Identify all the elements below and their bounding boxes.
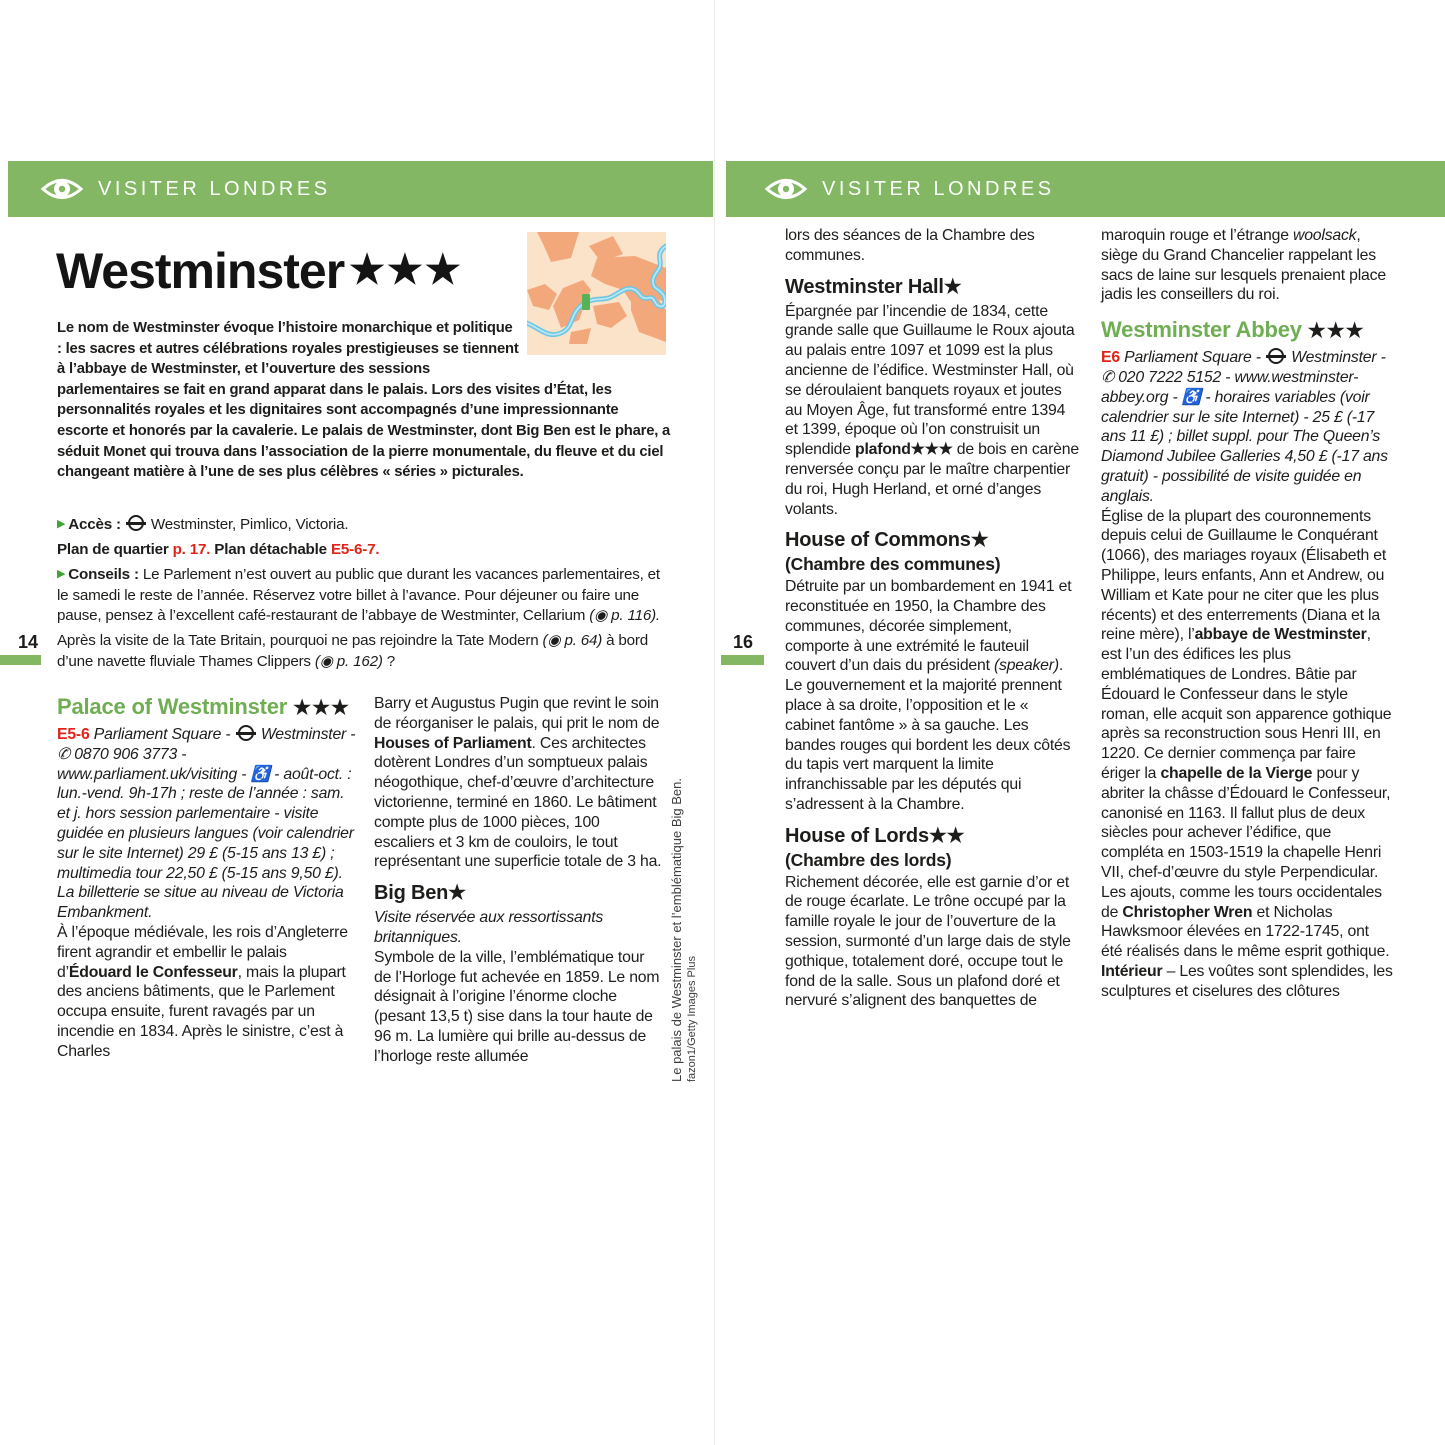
abbey-body-text: Église de la plupart des couronnements depuis celui de Guillaume le Conquérant (1066), des mariages royaux (Élisabeth et Philippe, leurs enfants, Ann et Andrew, ou William et Kate pour ne citer que les plus récents) et des enterrements (Diana et la reine mère), l’abbaye de Westminster, est l’un des édifices les plus emblématiques de Londres. Bâtie par Édouard le Confesseur dans le style roman, elle acquit son apparence gothique après sa reconstruction sous Henri III, en 1220. Ce dernier commença par faire ériger la chapelle de la Vierge pour y abriter la châsse d’Édouard le Confesseur, canonisé en 1163. Il fallut plus de deux siècles pour achever l’édifice, que compléta en 1503-1519 la chapelle Henri VII, chef-d’œuvre du style Perpendicular. Les ajouts, comme les tours occidentales de Christopher Wren et Nicholas Hawksmoor élevées en 1722-1745, ont été réalisés dans le même esprit gothique. xyxy=(1101,507,1392,961)
green-triangle-icon: ▶ xyxy=(57,568,66,581)
house-of-commons-subheading: (Chambre des communes) xyxy=(785,554,1001,575)
commons-continuation-text: lors des séances de la Chambre des communes. xyxy=(785,227,1035,264)
page-number-right: 16 xyxy=(732,632,754,652)
page-title-text: Westminster xyxy=(56,243,345,299)
heading-stars: ★★★ xyxy=(1307,320,1365,343)
big-ben-heading: Big Ben★ xyxy=(374,882,466,905)
conseils-line: ▶ Conseils : Le Parlement n’est ouvert au public que durant les vacances parlementaires, et le samedi le reste de l’année. Réservez votre billet à l’avance. Pour déjeuner ou faire une pause, pensez à l’excellent café-restaurant de l’abbaye de Westminter, Cellarium (◉ p. 116). xyxy=(57,566,660,625)
page-number-left: 14 xyxy=(17,632,38,652)
westminster-hall-heading: Westminster Hall★ xyxy=(785,275,962,298)
right-page-header xyxy=(726,161,1445,217)
palace-practical-info: E5-6 Parliament Square - Westminster - ✆ 0870 906 3773 - www.parliament.uk/visiting - ♿ - août-oct. : lun.-vend. 9h-17h ; reste de l’année : sam. et j. hors session parlementaire - visite guidée en plusieurs langues (voir calendrier sur le site Internet) 29 £ (5-15 ans 13 £) ; multimedia tour 22,50 £ (5-15 ans 9,50 £). La billetterie se situe au niveau de Victoria Embankment. xyxy=(57,726,356,922)
underground-icon xyxy=(238,725,254,741)
practical-info-block xyxy=(57,514,671,676)
house-of-commons-heading: House of Commons★ xyxy=(785,529,989,552)
right-column-1 xyxy=(785,226,1079,1011)
big-ben-body-text: Symbole de la ville, l’emblématique tour de l’Horloge fut achevée en 1859. Le nom désignait à l’origine l’énorme cloche (pesant 13,5 t) sise dans la tour haute de 96 m. La lumière qui brille au-dessus de l’horloge reste allumée xyxy=(374,948,660,1065)
palace-body-continued: Barry et Augustus Pugin que revint le soin de réorganiser le palais, qui prit le nom de Houses of Parliament. Ces architectes dotèrent Londres d’un somptueux palais néogothique, chef-d’œuvre d’architecture victorienne, terminé en 1860. Le bâtiment compte plus de 1000 pièces, 100 escaliers et 3 km de couloirs, le tout représentant une superficie totale de 3 ha. xyxy=(374,695,662,871)
westminster-abbey-heading xyxy=(1101,317,1393,344)
page-title xyxy=(56,242,463,300)
right-column-2 xyxy=(1101,226,1393,1001)
westminster-marker xyxy=(582,294,590,310)
house-of-lords-subheading: (Chambre des lords) xyxy=(785,849,952,870)
underground-icon xyxy=(128,515,144,531)
title-stars: ★★★ xyxy=(349,248,463,292)
heading-stars: ★★★ xyxy=(293,697,350,719)
photo-caption-text: Le palais de Westminster et l’emblématique Big Ben. xyxy=(669,778,684,1082)
access-line: ▶ Accès : Westminster, Pimlico, Victoria. xyxy=(57,516,349,533)
heading-text: Westminster Abbey xyxy=(1101,317,1302,343)
house-of-lords-body: Richement décorée, elle est garnie d’or et de rouge écarlate. Le trône occupé par la famille royale le jour de l’ouverture de la session, surmonté d’un large dais de style gothique, totalement doré, occupe tout le fond de la salle. Sous un plafond doré et nervuré s’alignent des banquettes de xyxy=(785,873,1071,1010)
eye-icon xyxy=(40,175,84,203)
palace-of-westminster-heading xyxy=(57,694,357,721)
photo-caption xyxy=(668,748,702,1082)
heading-text: Palace of Westminster xyxy=(57,694,288,719)
page-number-bar-left xyxy=(0,655,41,665)
tate-tip-line: Après la visite de la Tate Britain, pourquoi ne pas rejoindre la Tate Modern (◉ p. 64) à bord d’une navette fluviale Thames Clippers (◉ p. 162) ? xyxy=(57,631,648,670)
eye-icon xyxy=(764,175,808,203)
left-page-header xyxy=(8,161,713,217)
abbey-interieur-text: Intérieur – Les voûtes sont splendides, les sculptures et ciselures des clôtures xyxy=(1101,962,1393,1000)
intro-text: Le nom de Westminster évoque l’histoire monarchique et politique : les sacres et autres célébrations royales prestigieuses se tiennent à l’abbaye de Westminster, et l’ouverture des sessions parlementaires se fait en grand apparat dans le palais. Lors des visites d’État, les personnalités royales et les dignitaires sont accompagnés d’une impressionnante escorte et honorés par la cavalerie. Le palais de Westminster, dont Big Ben est le phare, a séduit Monet qui trouva dans l’association de la pierre monumentale, du fleuve et du ciel changeant matière à l’une de ses plus célèbres « séries » picturales. xyxy=(57,320,671,481)
westminster-hall-body: Épargnée par l’incendie de 1834, cette grande salle que Guillaume le Roux ajouta au palais entre 1097 et 1099 est la plus ancienne de l’édifice. Westminster Hall, où se déroulaient banquets royaux et joutes au Moyen Âge, fut transformé entre 1394 et 1399, époque où l’on construisit un splendide plafond★★★ de bois en carène renversée conçu par le maître charpentier du roi, Hugh Herland, et orné d’anges volants. xyxy=(785,302,1079,518)
abbey-practical-info: E6 Parliament Square - Westminster - ✆ 020 7222 5152 - www.westminster-abbey.org - ♿ - horaires variables (voir calendrier sur le site Internet) - 25 £ (-17 ans 11 £) ; billet suppl. pour The Queen’s Diamond Jubilee Galleries 4,50 £ (-17 ans gratuit) - possibilité de visite guidée en anglais. xyxy=(1101,349,1388,505)
lords-continuation-text: maroquin rouge et l’étrange woolsack, siège du Grand Chancelier rappelant les sacs de laine sur lesquels prenaient place jadis les conseillers du roi. xyxy=(1101,227,1386,304)
page-number-bar-right xyxy=(721,655,764,665)
left-column-2 xyxy=(374,694,663,1067)
header-label: VISITER LONDRES xyxy=(822,177,1055,200)
header-label: VISITER LONDRES xyxy=(98,177,331,200)
palace-body-text: À l’époque médiévale, les rois d’Angleterre firent agrandir et embellir le palais d’Édouard le Confesseur, mais la plupart des anciens bâtiments, que le Parlement occupa ensuite, furent ravagés par un incendie en 1834. Après le sinistre, c’est à Charles xyxy=(57,923,348,1060)
house-of-lords-heading: House of Lords★★ xyxy=(785,824,965,847)
plan-line: Plan de quartier p. 17. Plan détachable E5-6-7. xyxy=(57,540,380,558)
house-of-commons-body: Détruite par un bombardement en 1941 et reconstituée en 1950, la Chambre des communes, décorée simplement, comporte à une extrémité le fauteuil couvert d’un dais du président (speaker). Le gouvernement et la majorité prennent place à sa droite, l’opposition et le « cabinet fantôme » à sa gauche. Les bandes rouges qui bordent les deux côtés du tapis vert marquent la limite infranchissable par les députés qui s’adressent à la Chambre. xyxy=(785,578,1072,813)
photo-credit: fazon1/Getty Images Plus xyxy=(686,956,698,1082)
big-ben-note: Visite réservée aux ressortissants britanniques. xyxy=(374,909,604,946)
intro-paragraph xyxy=(57,318,671,483)
map-wrap-spacer xyxy=(521,318,671,360)
page-gutter xyxy=(714,0,715,1445)
left-column-1 xyxy=(57,694,357,1062)
underground-icon xyxy=(1268,348,1284,364)
green-triangle-icon: ▶ xyxy=(57,518,66,530)
